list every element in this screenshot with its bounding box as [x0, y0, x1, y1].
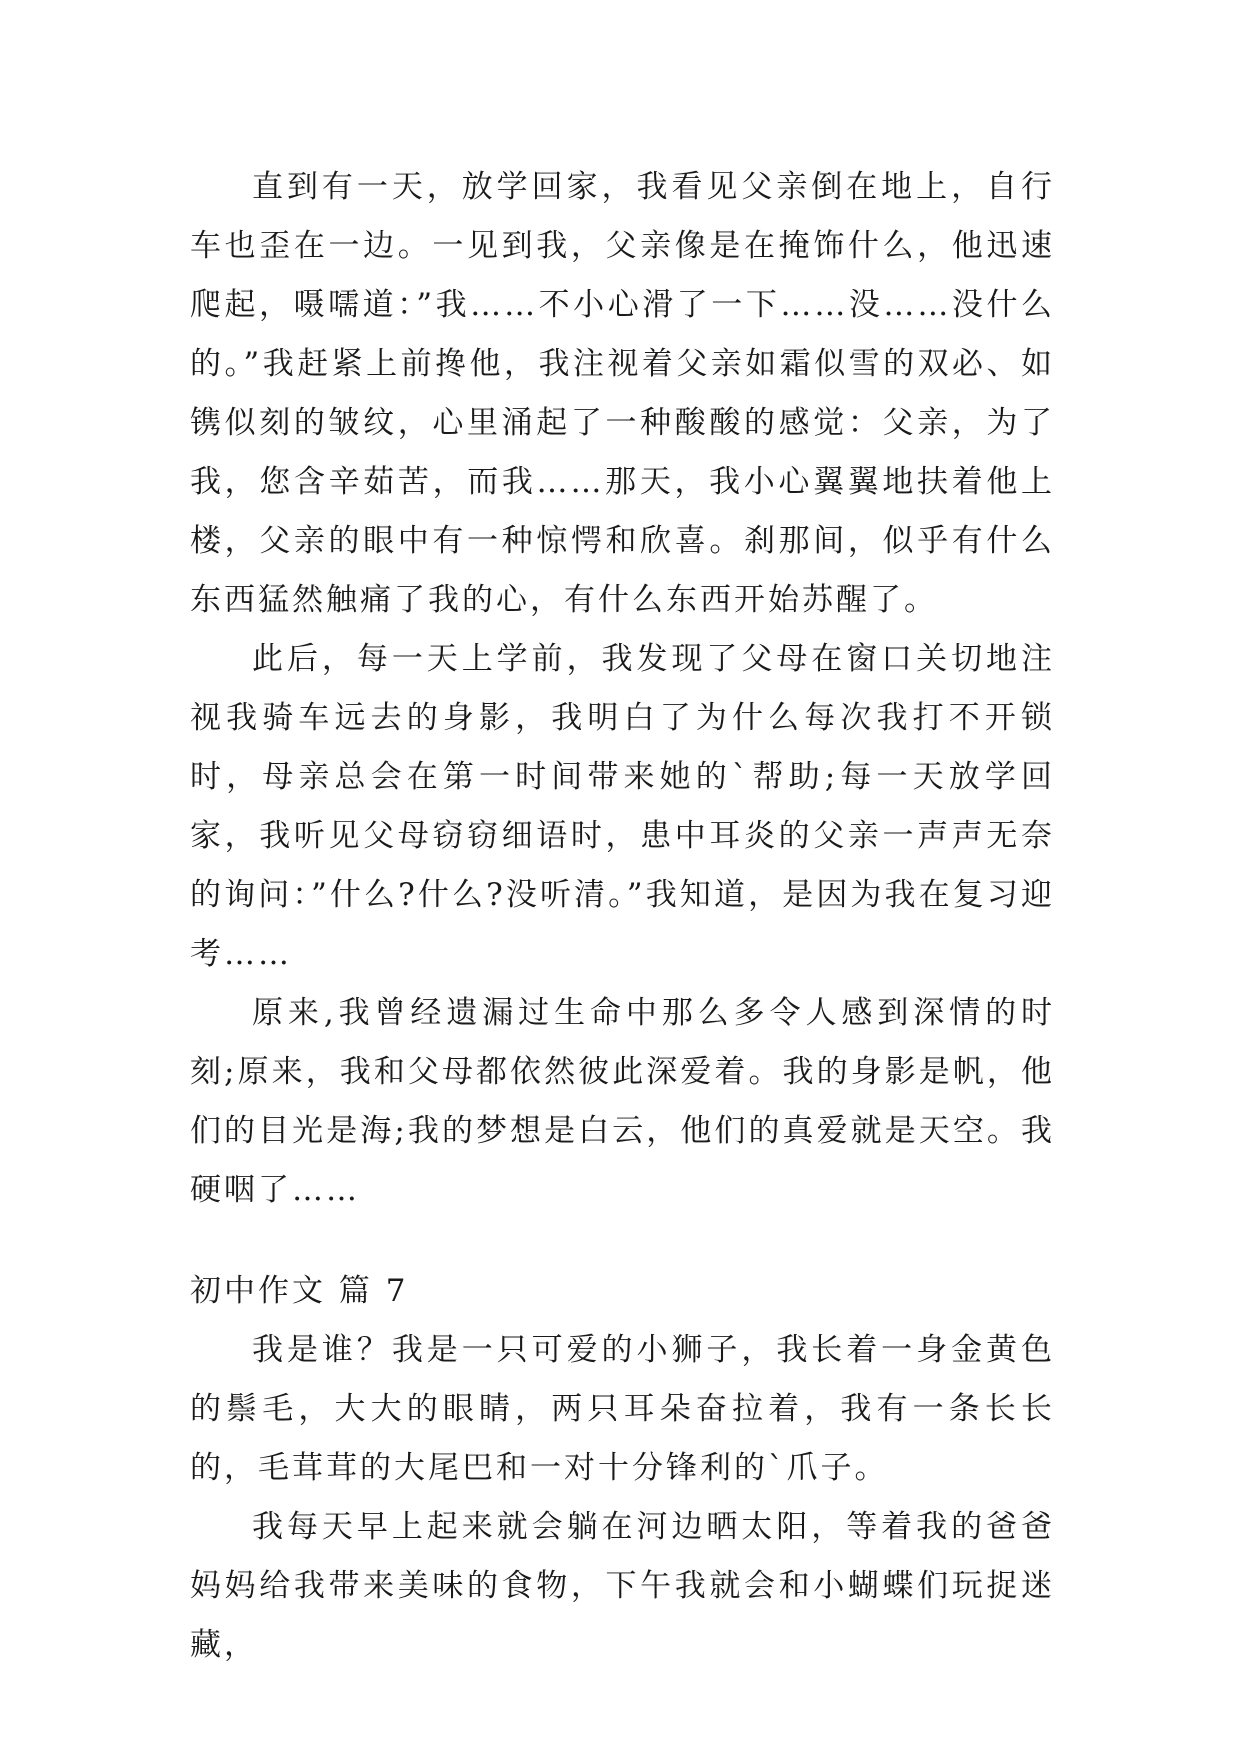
paragraph-daily-routine: 我每天早上起来就会躺在河边晒太阳，等着我的爸爸妈妈给我带来美味的食物，下午我就会和小蝴蝶们玩捉迷藏， [190, 1509, 1055, 1663]
paragraph-little-lion: 我是谁？我是一只可爱的小狮子，我长着一身金黄色的鬃毛，大大的眼睛，两只耳朵奋拉着，我有一条长长的，毛茸茸的大尾巴和一对十分锋利的`爪子。 [190, 1332, 1055, 1486]
paragraph-parents-care: 此后，每一天上学前，我发现了父母在窗口关切地注视我骑车远去的身影，我明白了为什么每次我打不开锁时，母亲总会在第一时间带来她的`帮助;每一天放学回家，我听见父母窃窃细语时，患中耳炎的父亲一声声无奈的询问：”什么?什么?没听清。”我知道，是因为我在复习迎考…… [190, 641, 1055, 972]
section-heading: 初中作文 篇 7 [190, 1273, 409, 1309]
paragraph-realization: 原来,我曾经遗漏过生命中那么多令人感到深情的时刻;原来，我和父母都依然彼此深爱着。我的身影是帆，他们的目光是海;我的梦想是白云，他们的真爱就是天空。我硬咽了…… [190, 995, 1055, 1208]
document-page [190, 158, 1055, 1675]
paragraph-father-fall: 直到有一天，放学回家，我看见父亲倒在地上，自行车也歪在一边。一见到我，父亲像是在掩饰什么，他迅速爬起，嗫嚅道：”我……不小心滑了一下……没……没什么的。”我赶紧上前搀他，我注视着父亲如霜似雪的双必、如镌似刻的皱纹，心里涌起了一种酸酸的感觉：父亲，为了我，您含辛茹苦，而我……那天，我小心翼翼地扶着他上楼，父亲的眼中有一种惊愕和欣喜。刹那间，似乎有什么东西猛然触痛了我的心，有什么东西开始苏醒了。 [190, 169, 1055, 618]
